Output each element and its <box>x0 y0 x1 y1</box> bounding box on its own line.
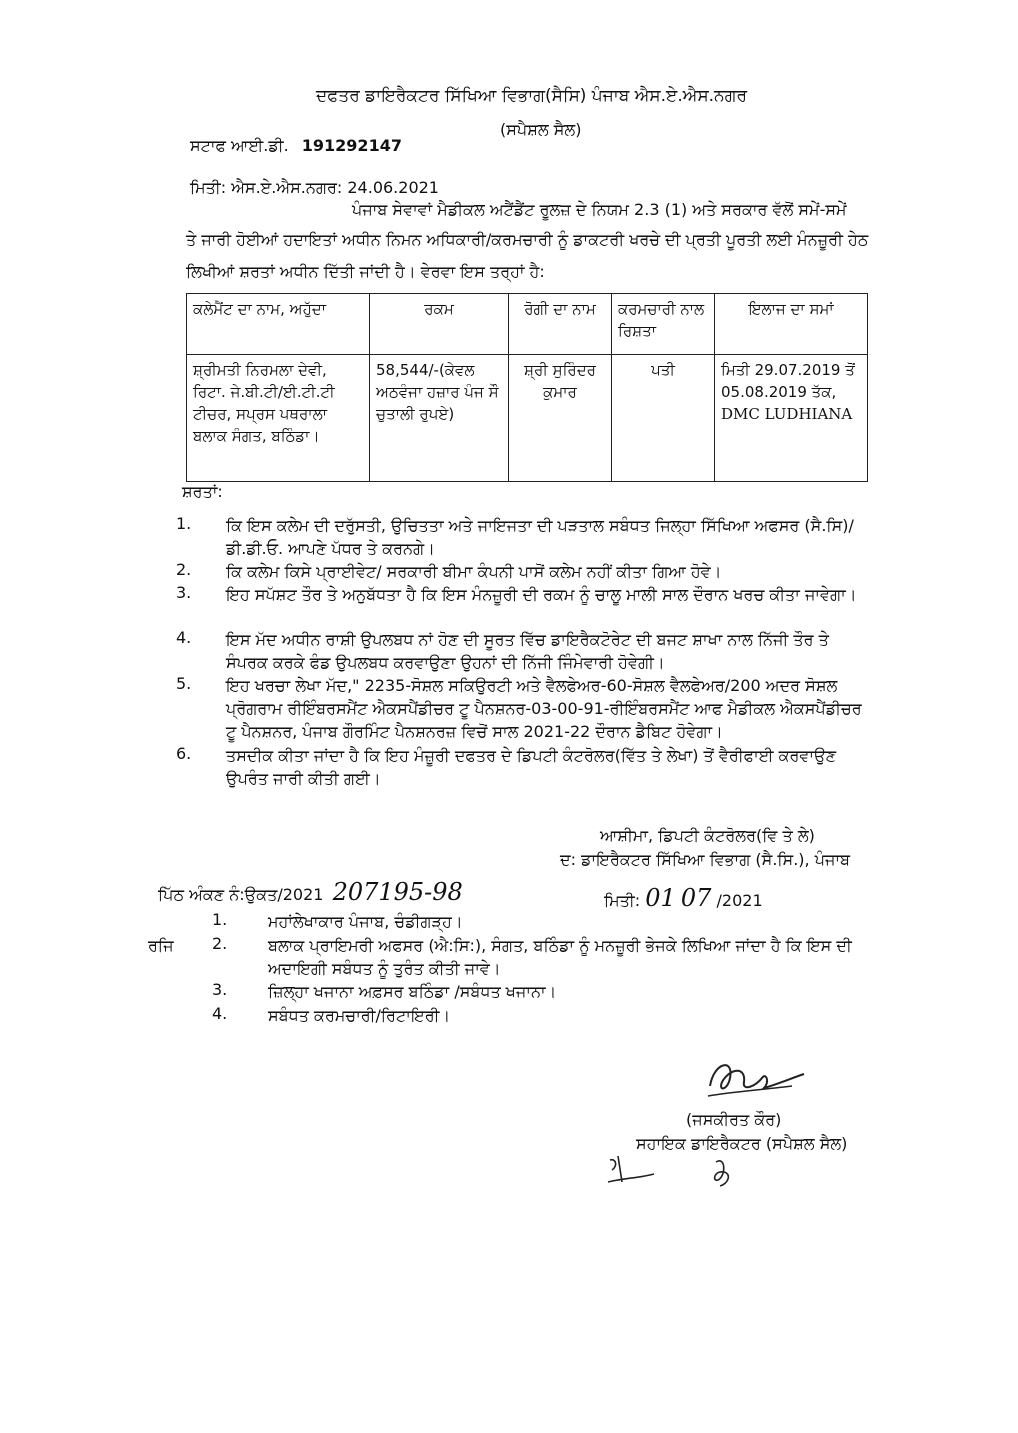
condition-number: 1. <box>176 514 192 533</box>
condition-text: ਕਿ ਕਲੇਮ ਕਿਸੇ ਪ੍ਰਾਈਵੇਟ/ ਸਰਕਾਰੀ ਬੀਮਾ ਕੰਪਨੀ ਪਾਸੋਂ ਕਲੇਮ ਨਹੀਂ ਕੀਤਾ ਗਿਆ ਹੋਵੇ। <box>226 562 722 581</box>
cell-hospital: DMC LUDHIANA <box>721 405 853 423</box>
header-amount: ਰਕਮ <box>370 294 509 355</box>
condition-text: ਤਸਦੀਕ ਕੀਤਾ ਜਾਂਦਾ ਹੈ ਕਿ ਇਹ ਮੰਜ਼ੂਰੀ ਦਫਤਰ ਦੇ ਡਿਪਟੀ ਕੰਟਰੋਲਰ(ਵਿੱਤ ਤੇ ਲੇਖਾ) ਤੋਂ ਵੈਰੀਫਾਈ ਕਰਵਾਉਣ ਉਪਰੰਤ ਜਾਰੀ ਕੀਤੀ ਗਈ। <box>226 746 837 788</box>
recipient-number: 4. <box>212 1004 228 1023</box>
cell-name: (ਸਪੈਸ਼ਲ ਸੈਲ) <box>500 120 582 139</box>
signatory-name: (ਜਸਕੀਰਤ ਕੌਰ) <box>686 1110 782 1129</box>
endorsement-hand-number: 207195-98 <box>332 878 463 906</box>
cell-claimant: ਸ਼੍ਰੀਮਤੀ ਨਿਰਮਲਾ ਦੇਵੀ, ਰਿਟਾ. ਜੇ.ਬੀ.ਟੀ/ਈ.ਟੀ.ਟੀ ਟੀਚਰ, ਸਪ੍ਰਸ ਪਥਰਾਲਾ ਬਲਾਕ ਸੰਗਤ, ਬਠਿੰਡਾ। <box>187 355 370 482</box>
date-line: ਮਿਤੀ: ਐਸ.ਏ.ਐਸ.ਨਗਰ: 24.06.2021 <box>190 178 439 197</box>
condition-number: 5. <box>176 674 192 693</box>
endorsement-date-day: 01 <box>645 884 676 912</box>
condition-text: ਕਿ ਇਸ ਕਲੇਮ ਦੀ ਦਰੁੱਸਤੀ, ਉਚਿਤਤਾ ਅਤੇ ਜਾਇਜਤਾ ਦੀ ਪੜਤਾਲ ਸਬੰਧਤ ਜਿਲ੍ਹਾ ਸਿੱਖਿਆ ਅਫਸਰ (ਸੈ.ਸਿ)/ ਡੀ.ਡੀ.ਓ. ਆਪਣੇ ਪੱਧਰ ਤੇ ਕਰਨਗੇ। <box>226 516 854 558</box>
recipient-text: ਬਲਾਕ ਪ੍ਰਾਇਮਰੀ ਅਫਸਰ (ਐ:ਸਿ:), ਸੰਗਤ, ਬਠਿੰਡਾ ਨੂੰ ਮਨਜ਼ੂਰੀ ਭੇਜਕੇ ਲਿਖਿਆ ਜਾਂਦਾ ਹੈ ਕਿ ਇਸ ਦੀ ਅਦਾਇਗੀ ਸਬੰਧਤ ਨੂੰ ਤੁਰੰਤ ਕੀਤੀ ਜਾਵੇ। <box>268 936 852 978</box>
cell-patient: ਸ਼੍ਰੀ ਸੁਰਿੰਦਰ ਕੁਮਾਰ <box>509 355 612 482</box>
recipient-number: 2. <box>212 934 228 953</box>
conditions-heading: ਸ਼ਰਤਾਂ: <box>182 482 223 501</box>
recipient-text: ਮਹਾਂਲੇਖਾਕਾਰ ਪੰਜਾਬ, ਚੰਡੀਗੜ੍ਹ। <box>268 912 463 931</box>
signatory-line-1: ਆਸ਼ੀਮਾ, ਡਿਪਟੀ ਕੰਟਰੋਲਰ(ਵਿ ਤੇ ਲੇ) <box>600 826 815 845</box>
staff-id-row <box>190 136 402 156</box>
staff-id-label: ਸਟਾਫ ਆਈ.ਡੀ. <box>190 136 289 155</box>
condition-number: 3. <box>176 583 192 602</box>
condition-text: ਇਸ ਮੱਦ ਅਧੀਨ ਰਾਸ਼ੀ ਉਪਲਬਧ ਨਾਂ ਹੋਣ ਦੀ ਸੂਰਤ ਵਿੱਚ ਡਾਇਰੈਕਟੋਰੇਟ ਦੀ ਬਜਟ ਸ਼ਾਖਾ ਨਾਲ ਨਿੱਜੀ ਤੌਰ ਤੇ ਸੰਪਰਕ ਕਰਕੇ ਫੰਡ ਉਪਲਬਧ ਕਰਵਾਉਣਾ ਉਹਨਾਂ ਦੀ ਨਿੱਜੀ ਜਿੰਮੇਵਾਰੀ ਹੋਵੇਗੀ। <box>226 630 829 672</box>
endorsement-date-year: /2021 <box>716 891 763 910</box>
table-header-row <box>187 294 868 355</box>
claim-table <box>186 293 868 482</box>
endorsement-label: ਪਿੱਠ ਅੰਕਣ ਨੰ:ਉਕਤ/2021 <box>158 885 324 904</box>
table-row <box>187 355 868 482</box>
office-title: ਦਫਤਰ ਡਾਇਰੈਕਟਰ ਸਿੱਖਿਆ ਵਿਭਾਗ(ਸੈਸਿ) ਪੰਜਾਬ ਐਸ.ਏ.ਐਸ.ਨਗਰ <box>316 86 748 106</box>
recipient-text: ਜ਼ਿਲ੍ਹਾ ਖਜਾਨਾ ਅਫ਼ਸਰ ਬਠਿੰਡਾ /ਸਬੰਧਤ ਖਜਾਨਾ। <box>268 982 557 1001</box>
condition-number: 2. <box>176 560 192 579</box>
recipient-text: ਸਬੰਧਤ ਕਰਮਚਾਰੀ/ਰਿਟਾਇਰੀ। <box>268 1006 451 1025</box>
header-relation: ਕਰਮਚਾਰੀ ਨਾਲ ਰਿਸ਼ਤਾ <box>612 294 715 355</box>
signatory-line-2: ਦ: ਡਾਇਰੈਕਟਰ ਸਿੱਖਿਆ ਵਿਭਾਗ (ਸੈ.ਸਿ.), ਪੰਜਾਬ <box>560 850 851 869</box>
intro-line-3: ਲਿਖੀਆਂ ਸ਼ਰਤਾਂ ਅਧੀਨ ਦਿੱਤੀ ਜਾਂਦੀ ਹੈ। ਵੇਰਵਾ ਇਸ ਤਰ੍ਹਾਂ ਹੈ: <box>186 262 545 281</box>
intro-line-1: ਪੰਜਾਬ ਸੇਵਾਵਾਂ ਮੈਡੀਕਲ ਅਟੈਂਡੈਂਟ ਰੂਲਜ਼ ਦੇ ਨਿਯਮ 2.3 (1) ਅਤੇ ਸਰਕਾਰ ਵੱਲੋਂ ਸਮੇਂ-ਸਮੇਂ <box>352 200 847 219</box>
signature-mark <box>700 1052 810 1104</box>
condition-number: 4. <box>176 628 192 647</box>
endorsement-number <box>158 878 463 906</box>
cell-period <box>715 355 868 482</box>
signatory-designation: ਸਹਾਇਕ ਡਾਇਰੈਕਟਰ (ਸਪੈਸ਼ਲ ਸੈਲ) <box>636 1134 848 1153</box>
cell-period-dates: ਮਿਤੀ 29.07.2019 ਤੋਂ 05.08.2019 ਤੱਕ, <box>721 361 855 401</box>
recipient-number: 1. <box>212 910 228 929</box>
endorsement-date-month: 07 <box>680 884 712 912</box>
recipient-number: 3. <box>212 980 228 999</box>
intro-line-2: ਤੇ ਜਾਰੀ ਹੋਈਆਂ ਹਦਾਇਤਾਂ ਅਧੀਨ ਨਿਮਨ ਅਧਿਕਾਰੀ/ਕਰਮਚਾਰੀ ਨੂੰ ਡਾਕਟਰੀ ਖਰਚੇ ਦੀ ਪ੍ਰਤੀ ਪੂਰਤੀ ਲਈ ਮੰਨਜ਼ੂਰੀ ਹੇਠ <box>186 230 869 249</box>
initials-mark <box>604 1152 774 1190</box>
condition-number: 6. <box>176 744 192 763</box>
registered-mark: ਰਜਿ <box>148 936 174 955</box>
condition-text: ਇਹ ਖਰਚਾ ਲੇਖਾ ਮੱਦ," 2235-ਸੋਸ਼ਲ ਸਕਿਉਰਟੀ ਅਤੇ ਵੈਲਫੇਅਰ-60-ਸੋਸ਼ਲ ਵੈਲਫੇਅਰ/200 ਅਦਰ ਸੋਸ਼ਲ ਪ੍ਰੋਗਰਾਮ ਰੀਇੰਬਰਸਮੈਂਟ ਐਕਸਪੈਂਡੀਚਰ ਟੂ ਪੈਨਸ਼ਨਰ-03-00-91-ਰੀਇੰਬਰਸਮੈਂਟ ਆਫ ਮੈਡੀਕਲ ਐਕਸਪੈਂਡੀਚਰ ਟੂ ਪੈਨਸ਼ਨਰ, ਪੰਜਾਬ ਗੌਰਮਿੰਟ ਪੈਨਸ਼ਨਰਜ਼ ਵਿਚੋਂ ਸਾਲ 2021-22 ਦੌਰਾਨ ਡੈਬਿਟ ਹੋਵੇਗਾ। <box>226 676 862 741</box>
cell-amount: 58,544/-(ਕੇਵਲ ਅਠਵੰਜਾ ਹਜ਼ਾਰ ਪੰਜ ਸੌ ਚੁਤਾਲੀ ਰੁਪਏ) <box>370 355 509 482</box>
staff-id-value: 191292147 <box>301 136 402 155</box>
endorsement-date-label: ਮਿਤੀ: <box>604 891 641 910</box>
cell-relation: ਪਤੀ <box>612 355 715 482</box>
condition-text: ਇਹ ਸਪੱਸ਼ਟ ਤੌਰ ਤੇ ਅਨੁਬੱਧਤਾ ਹੈ ਕਿ ਇਸ ਮੰਨਜ਼ੂਰੀ ਦੀ ਰਕਮ ਨੂੰ ਚਾਲੂ ਮਾਲੀ ਸਾਲ ਦੌਰਾਨ ਖਰਚ ਕੀਤਾ ਜਾਵੇਗਾ। <box>226 585 857 604</box>
header-period: ਇਲਾਜ ਦਾ ਸਮਾਂ <box>715 294 868 355</box>
endorsement-date <box>604 884 763 912</box>
header-patient: ਰੋਗੀ ਦਾ ਨਾਮ <box>509 294 612 355</box>
header-claimant: ਕਲੇਮੈਂਟ ਦਾ ਨਾਮ, ਅਹੁੱਦਾ <box>187 294 370 355</box>
